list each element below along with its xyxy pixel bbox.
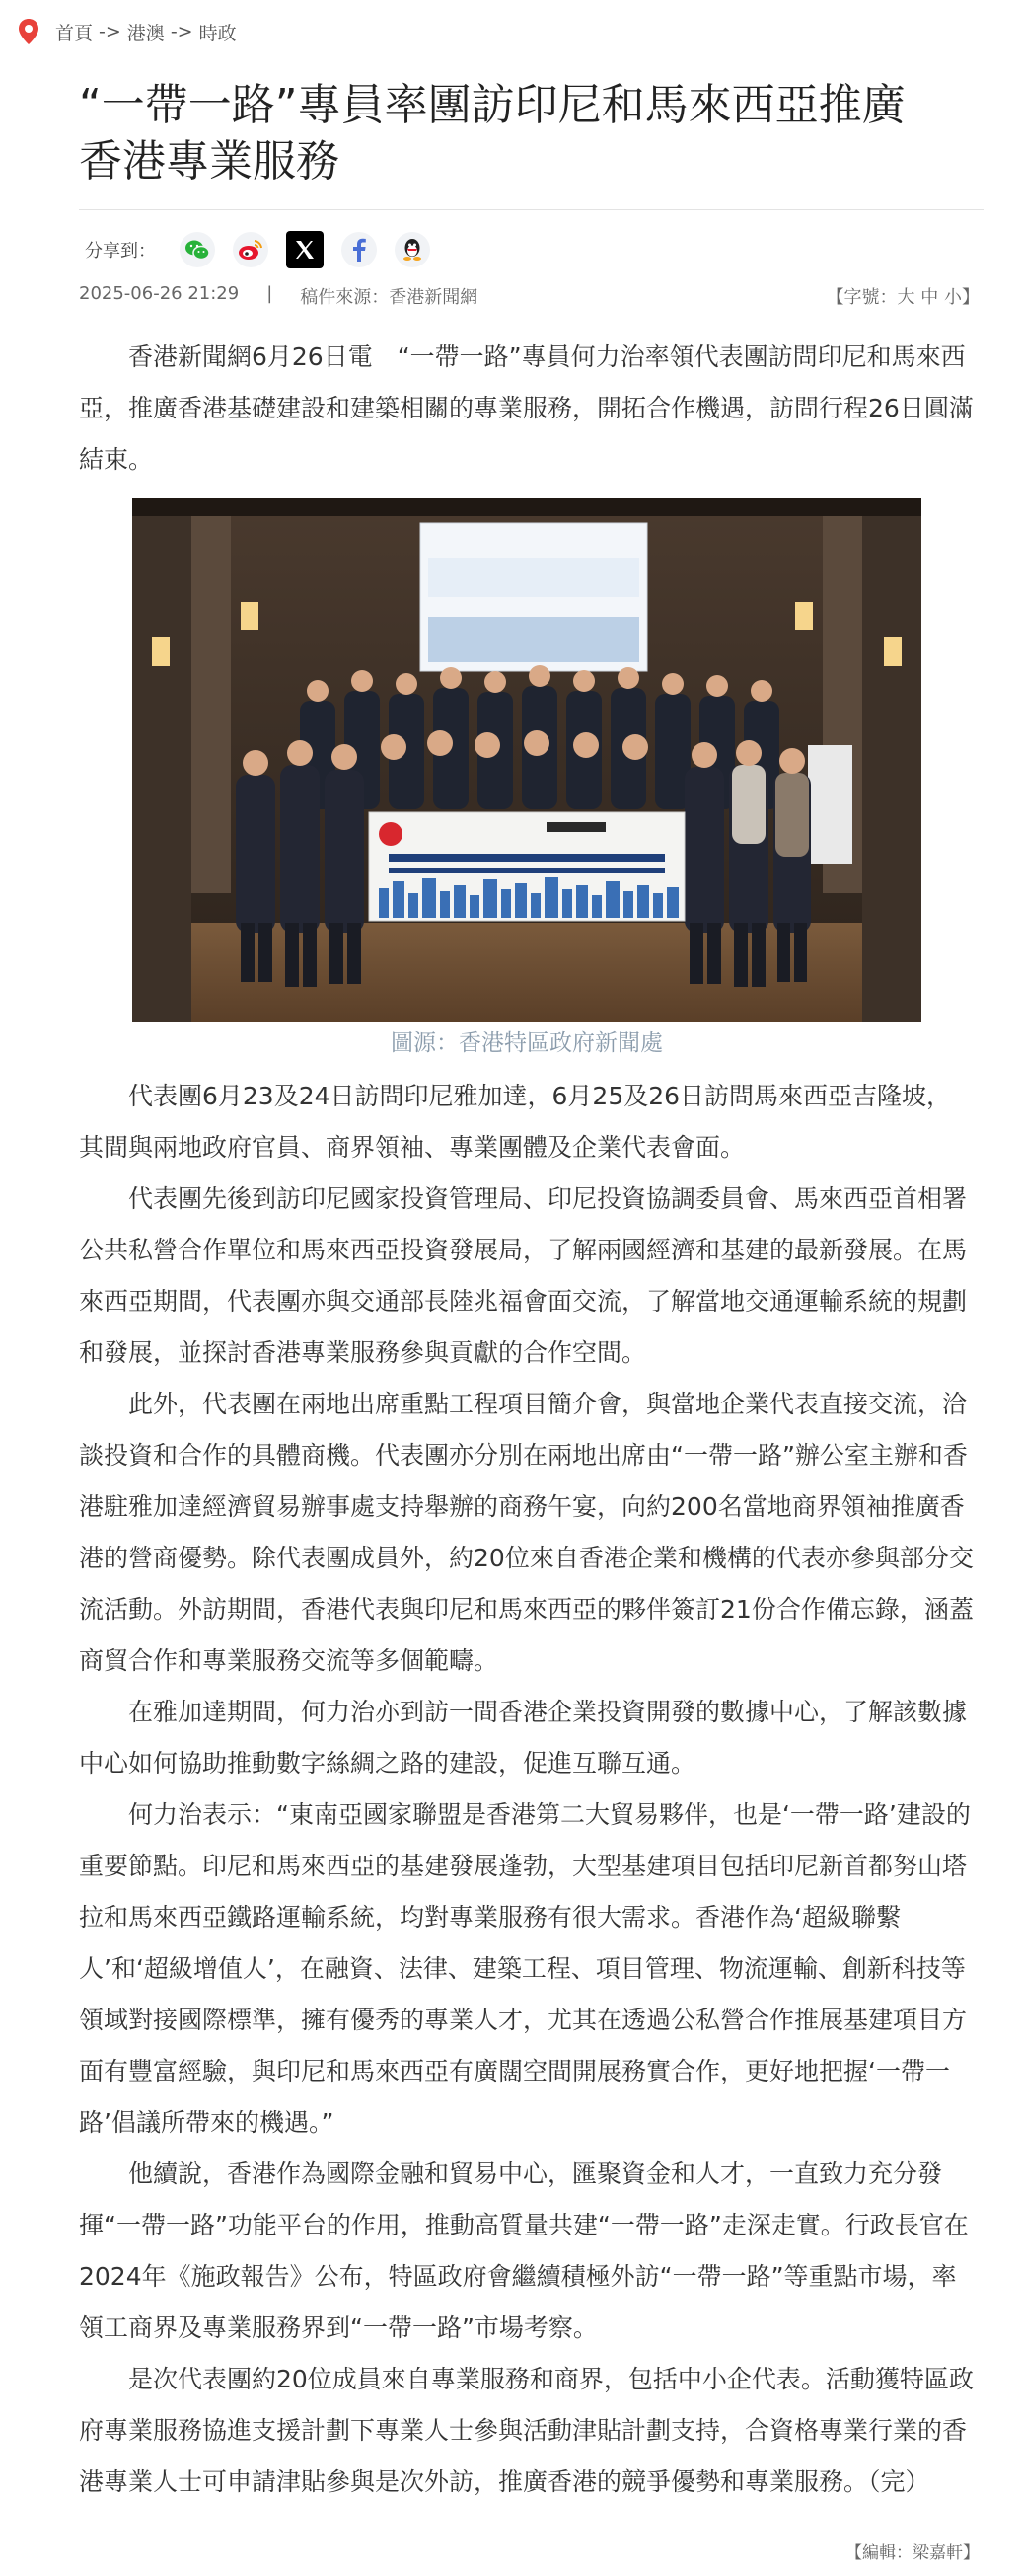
paragraph: 此外，代表團在兩地出席重點工程項目簡介會，與當地企業代表直接交流，洽談投資和合作的具體商機。代表團亦分別在兩地出席由“一帶一路”辦公室主辦和香港駐雅加達經濟貿易辦事處支持舉辦的商務午宴，向約200名當地商界領袖推廣香港的營商優勢。除代表團成員外，約20位來自香港企業和機構的代表亦參與部分交流活動。外訪期間，香港代表與印尼和馬來西亞的夥伴簽訂21份合作備忘錄，涵蓋商貿合作和專業服務交流等多個範疇。 (79, 1390, 974, 1675)
breadcrumb-home-link[interactable]: 首頁 (55, 22, 94, 44)
qq-share-button[interactable] (395, 232, 430, 267)
facebook-icon (351, 238, 367, 262)
editor-credit: 【編輯：梁嘉軒】 (845, 2543, 980, 2563)
font-size-medium-button[interactable]: 中 (920, 287, 939, 308)
paragraph: 代表團6月23及24日訪問印尼雅加達，6月25及26日訪問馬來西亞吉隆坡，其間與兩地政府官員、商界領袖、專業團體及企業代表會面。 (79, 1082, 952, 1162)
meta-divider: | (266, 283, 273, 304)
article-title (79, 77, 967, 189)
delegation-group-photo (132, 498, 921, 1022)
breadcrumb-section-link[interactable]: 港澳 (126, 22, 165, 44)
weibo-icon (237, 238, 264, 262)
article-title-line-1: “一帶一路”專員率團訪印尼和馬來西亞推廣 (79, 80, 906, 130)
share-bar (85, 229, 448, 270)
article-title-line-2: 香港專業服務 (79, 136, 339, 187)
share-label: 分享到： (85, 241, 156, 262)
paragraph: 是次代表團約20位成員來自專業服務和商界，包括中小企代表。活動獲特區政府專業服務協進支援計劃下專業人士參與活動津貼計劃支持，合資格專業行業的香港專業人士可申請津貼參與是次外訪，推廣香港的競爭優勢和專業服務。（完） (79, 2365, 974, 2496)
wechat-icon (184, 239, 210, 261)
facebook-share-button[interactable] (341, 232, 377, 267)
breadcrumb-separator: -> (99, 21, 121, 42)
article-body (79, 332, 975, 2508)
breadcrumb-separator: -> (170, 21, 193, 42)
font-size-large-button[interactable]: 大 (897, 287, 915, 308)
article-meta (79, 283, 477, 309)
qq-penguin-icon (402, 237, 423, 263)
source-name: 香港新聞網 (389, 287, 478, 308)
paragraph: 代表團先後到訪印尼國家投資管理局、印尼投資協調委員會、馬來西亞首相署公共私營合作單位和馬來西亞投資發展局，了解兩國經濟和基建的最新發展。在馬來西亞期間，代表團亦與交通部長陸兆福會面交流，了解當地交通運輸系統的規劃和發展，並探討香港專業服務參與貢獻的合作空間。 (79, 1184, 968, 1367)
breadcrumb-subsection-link[interactable]: 時政 (198, 22, 237, 44)
font-size-prefix: 【字號： (826, 287, 898, 308)
weibo-share-button[interactable] (233, 232, 268, 267)
source-label: 稿件來源： (300, 287, 390, 308)
title-divider (79, 209, 984, 210)
photo-caption: 圖源：香港特區政府新聞處 (391, 1030, 663, 1056)
paragraph: 在雅加達期間，何力治亦到訪一間香港企業投資開發的數據中心，了解該數據中心如何協助推動數字絲綢之路的建設，促進互聯互通。 (79, 1698, 968, 1778)
wechat-share-button[interactable] (180, 232, 215, 267)
breadcrumb (18, 14, 237, 49)
x-logo-icon (294, 239, 316, 261)
font-size-control (827, 283, 980, 309)
publish-date: 2025-06-26 21:29 (79, 283, 240, 304)
paragraph: 何力治表示：“東南亞國家聯盟是香港第二大貿易夥伴，也是‘一帶一路’建設的重要節點。印尼和馬來西亞的基建發展蓬勃，大型基建項目包括印尼新首都努山塔拉和馬來西亞鐵路運輸系統，均對專業服務有很大需求。香港作為‘超級聯繫人’和‘超級增值人’，在融資、法律、建築工程、項目管理、物流運輸、創新科技等領域對接國際標準，擁有優秀的專業人才，尤其在透過公私營合作推展基建項目方面有豐富經驗，與印尼和馬來西亞有廣闊空間開展務實合作，更好地把握‘一帶一路’倡議所帶來的機遇。” (79, 1800, 971, 2137)
paragraph: 他續說，香港作為國際金融和貿易中心，匯聚資金和人才，一直致力充分發揮“一帶一路”功能平台的作用，推動高質量共建“一帶一路”走深走實。行政長官在2024年《施政報告》公布，特區政府會繼續積極外訪“一帶一路”等重點市場，率領工商界及專業服務界到“一帶一路”市場考察。 (79, 2159, 969, 2342)
x-share-button[interactable] (286, 231, 324, 268)
font-size-suffix: 】 (962, 287, 980, 308)
font-size-small-button[interactable]: 小 (944, 287, 962, 308)
location-pin-icon (18, 18, 39, 45)
paragraph: 香港新聞網6月26日電 “一帶一路”專員何力治率領代表團訪問印尼和馬來西亞，推廣香港基礎建設和建築相關的專業服務，開拓合作機遇，訪問行程26日圓滿結束。 (79, 342, 974, 474)
